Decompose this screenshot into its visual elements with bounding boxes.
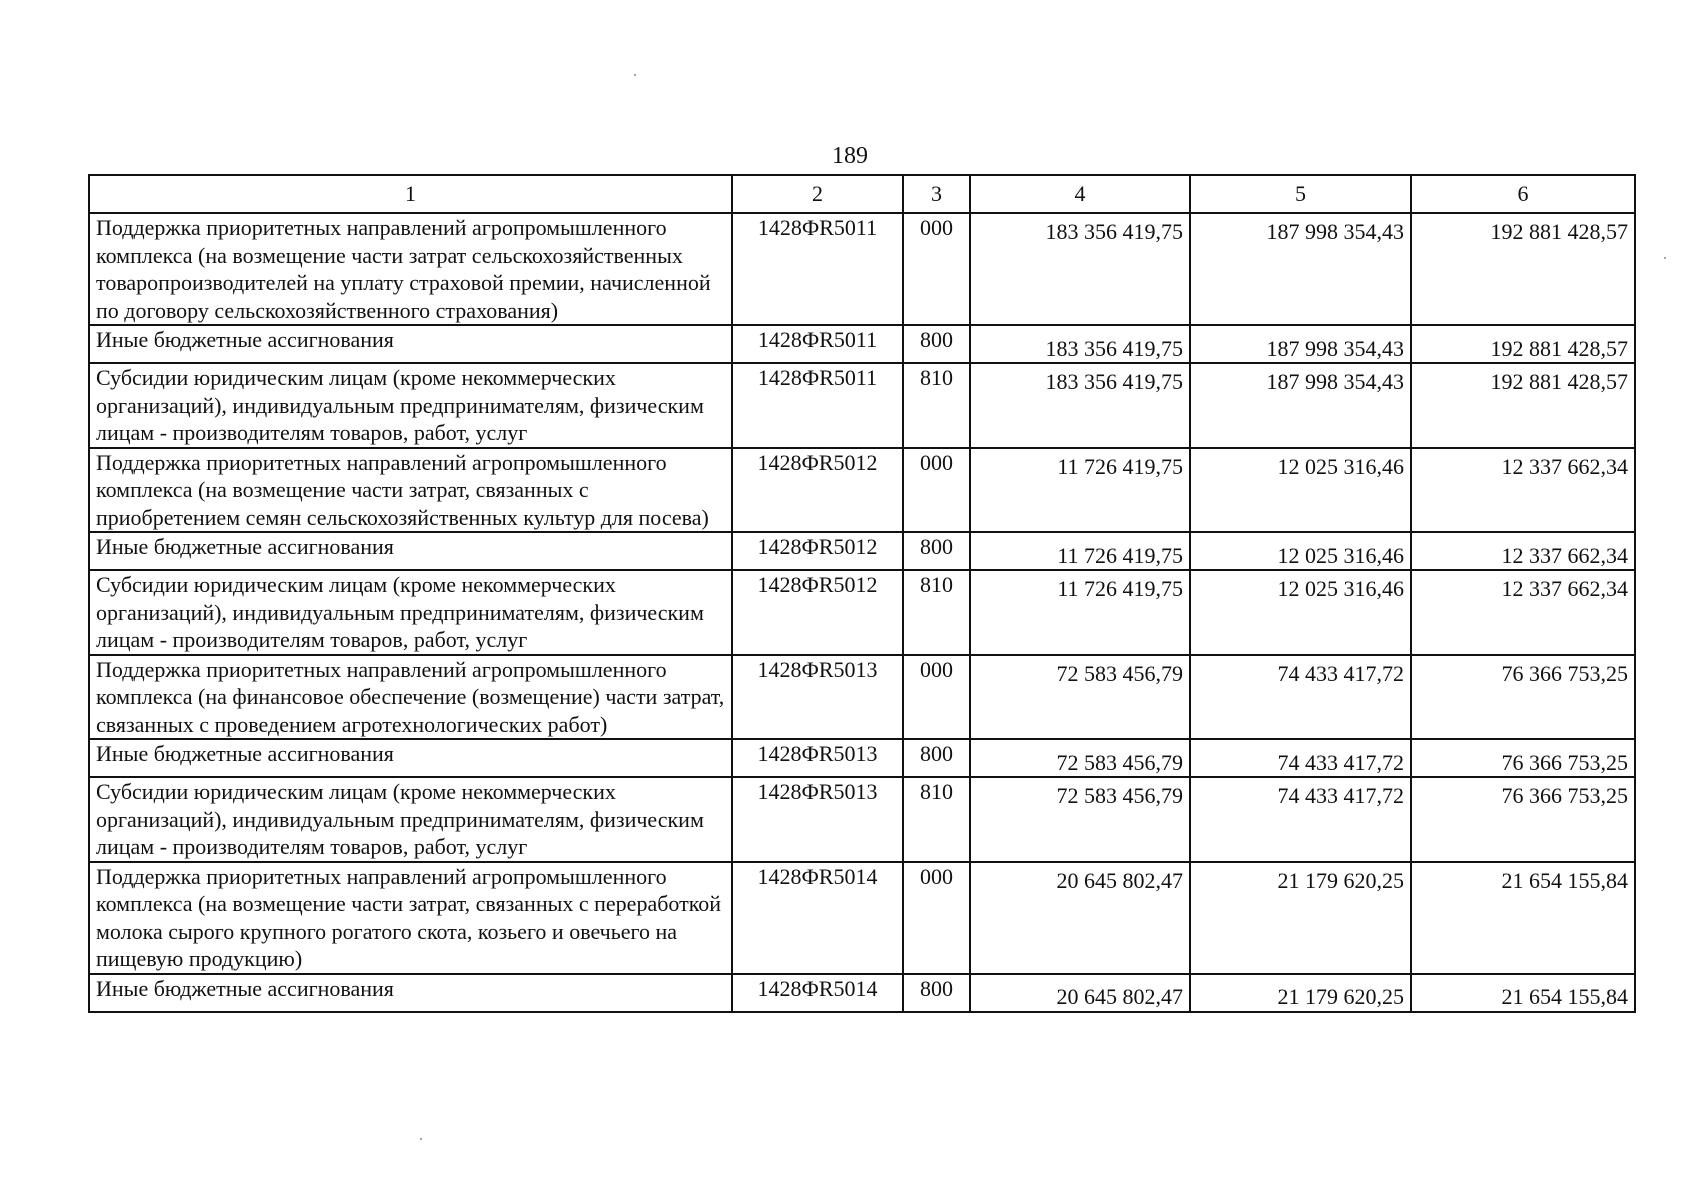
row-amount-5 [1190, 532, 1411, 570]
row-expense-type: 000 [903, 213, 970, 325]
budget-table [88, 174, 1636, 1013]
row-expense-type: 800 [903, 532, 970, 570]
row-amount-5 [1190, 448, 1411, 533]
row-amount-4-value: 72 583 456,79 [1056, 749, 1183, 775]
row-amount-4 [970, 655, 1190, 740]
row-code: 1428ФR5012 [732, 532, 903, 570]
row-amount-6-value: 12 337 662,34 [1501, 453, 1628, 479]
row-name: Иные бюджетные ассигнования [89, 974, 732, 1012]
row-code: 1428ФR5014 [732, 974, 903, 1012]
row-expense-type: 810 [903, 363, 970, 448]
row-amount-4-value: 72 583 456,79 [1056, 660, 1183, 686]
row-code: 1428ФR5012 [732, 570, 903, 655]
column-header-4: 4 [970, 175, 1190, 213]
row-amount-6-value: 76 366 753,25 [1501, 749, 1628, 775]
row-amount-6 [1411, 739, 1635, 777]
row-expense-type: 810 [903, 777, 970, 862]
row-amount-4 [970, 974, 1190, 1012]
row-name: Поддержка приоритетных направлений агропромышленного комплекса (на возмещение части затрат сельскохозяйственных товаропроизводителей на уплату страховой премии, начисленной по договору сельскохозяйственного страхования) [89, 213, 732, 325]
table-row [89, 655, 1635, 740]
row-amount-5-value: 21 179 620,25 [1277, 984, 1404, 1009]
row-code: 1428ФR5011 [732, 363, 903, 448]
column-header-1: 1 [89, 175, 732, 213]
row-amount-4-value: 183 356 419,75 [1045, 335, 1183, 361]
row-amount-6-value: 12 337 662,34 [1501, 542, 1628, 568]
row-amount-4 [970, 570, 1190, 655]
row-amount-4 [970, 325, 1190, 363]
row-amount-4-value: 72 583 456,79 [1056, 783, 1183, 808]
row-name: Поддержка приоритетных направлений агропромышленного комплекса (на возмещение части затрат, связанных с переработкой молока сырого крупного рогатого скота, козьего и овечьего на пищевую продукцию) [89, 862, 732, 974]
row-amount-4-value: 183 356 419,75 [1045, 369, 1183, 394]
row-name: Субсидии юридическим лицам (кроме некоммерческих организаций), индивидуальным предпринимателям, физическим лицам - производителям товаров, работ, услуг [89, 777, 732, 862]
row-amount-6-value: 192 881 428,57 [1490, 369, 1628, 394]
row-amount-6-value: 76 366 753,25 [1501, 783, 1628, 808]
table-row [89, 974, 1635, 1012]
row-expense-type: 000 [903, 655, 970, 740]
row-amount-4 [970, 532, 1190, 570]
row-amount-6-value: 21 654 155,84 [1501, 984, 1628, 1009]
row-amount-5 [1190, 325, 1411, 363]
row-amount-5 [1190, 213, 1411, 325]
row-name: Иные бюджетные ассигнования [89, 739, 732, 777]
row-expense-type: 800 [903, 739, 970, 777]
table-row [89, 862, 1635, 974]
row-code: 1428ФR5011 [732, 213, 903, 325]
row-amount-6-value: 21 654 155,84 [1501, 867, 1628, 893]
row-amount-5-value: 12 025 316,46 [1277, 542, 1404, 568]
row-name: Иные бюджетные ассигнования [89, 325, 732, 363]
row-amount-6-value: 76 366 753,25 [1501, 660, 1628, 686]
row-name: Субсидии юридическим лицам (кроме некоммерческих организаций), индивидуальным предпринимателям, физическим лицам - производителям товаров, работ, услуг [89, 570, 732, 655]
row-amount-6 [1411, 570, 1635, 655]
row-amount-4-value: 183 356 419,75 [1045, 219, 1183, 244]
row-amount-6 [1411, 448, 1635, 533]
table-row [89, 570, 1635, 655]
row-amount-4 [970, 777, 1190, 862]
row-code: 1428ФR5013 [732, 655, 903, 740]
row-amount-5-value: 21 179 620,25 [1277, 867, 1404, 893]
column-header-5: 5 [1190, 175, 1411, 213]
row-amount-6-value: 192 881 428,57 [1490, 219, 1628, 244]
table-row [89, 213, 1635, 325]
row-amount-5-value: 187 998 354,43 [1266, 335, 1404, 361]
row-amount-5 [1190, 570, 1411, 655]
row-amount-5 [1190, 655, 1411, 740]
scan-speck [1664, 257, 1666, 259]
page-number: 189 [832, 143, 868, 169]
row-amount-5 [1190, 974, 1411, 1012]
row-amount-6-value: 192 881 428,57 [1490, 335, 1628, 361]
row-amount-6 [1411, 974, 1635, 1012]
column-header-3: 3 [903, 175, 970, 213]
column-header-2: 2 [732, 175, 903, 213]
row-amount-5 [1190, 739, 1411, 777]
table-row [89, 363, 1635, 448]
header-row [89, 175, 1635, 213]
row-code: 1428ФR5014 [732, 862, 903, 974]
row-amount-5 [1190, 363, 1411, 448]
row-name: Поддержка приоритетных направлений агропромышленного комплекса (на финансовое обеспечение (возмещение) части затрат, связанных с проведением агротехнологических работ) [89, 655, 732, 740]
row-amount-6 [1411, 532, 1635, 570]
row-amount-6 [1411, 363, 1635, 448]
row-amount-5-value: 12 025 316,46 [1277, 576, 1404, 601]
row-name: Субсидии юридическим лицам (кроме некоммерческих организаций), индивидуальным предпринимателям, физическим лицам - производителям товаров, работ, услуг [89, 363, 732, 448]
table-row [89, 532, 1635, 570]
row-name: Поддержка приоритетных направлений агропромышленного комплекса (на возмещение части затрат, связанных с приобретением семян сельскохозяйственных культур для посева) [89, 448, 732, 533]
row-amount-5-value: 187 998 354,43 [1266, 369, 1404, 394]
row-amount-4-value: 11 726 419,75 [1057, 453, 1183, 479]
row-expense-type: 000 [903, 448, 970, 533]
row-amount-6 [1411, 325, 1635, 363]
row-code: 1428ФR5013 [732, 777, 903, 862]
row-amount-4 [970, 739, 1190, 777]
row-amount-5-value: 74 433 417,72 [1277, 783, 1404, 808]
row-amount-5-value: 74 433 417,72 [1277, 749, 1404, 775]
row-code: 1428ФR5011 [732, 325, 903, 363]
row-expense-type: 800 [903, 325, 970, 363]
row-code: 1428ФR5012 [732, 448, 903, 533]
row-amount-6 [1411, 777, 1635, 862]
table-row [89, 325, 1635, 363]
row-amount-5 [1190, 777, 1411, 862]
row-amount-5-value: 74 433 417,72 [1277, 660, 1404, 686]
row-expense-type: 800 [903, 974, 970, 1012]
row-amount-4 [970, 363, 1190, 448]
row-amount-4 [970, 448, 1190, 533]
table-row [89, 448, 1635, 533]
row-amount-5-value: 12 025 316,46 [1277, 453, 1404, 479]
scan-speck [420, 1138, 422, 1140]
scan-speck [634, 74, 636, 76]
row-amount-4-value: 20 645 802,47 [1056, 984, 1183, 1009]
row-amount-5 [1190, 862, 1411, 974]
column-header-6: 6 [1411, 175, 1635, 213]
row-expense-type: 810 [903, 570, 970, 655]
row-amount-4-value: 11 726 419,75 [1057, 576, 1183, 601]
row-expense-type: 000 [903, 862, 970, 974]
table-row [89, 739, 1635, 777]
row-amount-4-value: 11 726 419,75 [1057, 542, 1183, 568]
row-amount-6 [1411, 862, 1635, 974]
row-amount-6-value: 12 337 662,34 [1501, 576, 1628, 601]
row-name: Иные бюджетные ассигнования [89, 532, 732, 570]
row-amount-5-value: 187 998 354,43 [1266, 219, 1404, 244]
row-amount-4 [970, 213, 1190, 325]
row-amount-4-value: 20 645 802,47 [1056, 867, 1183, 893]
row-amount-4 [970, 862, 1190, 974]
table-row [89, 777, 1635, 862]
row-amount-6 [1411, 213, 1635, 325]
row-amount-6 [1411, 655, 1635, 740]
row-code: 1428ФR5013 [732, 739, 903, 777]
